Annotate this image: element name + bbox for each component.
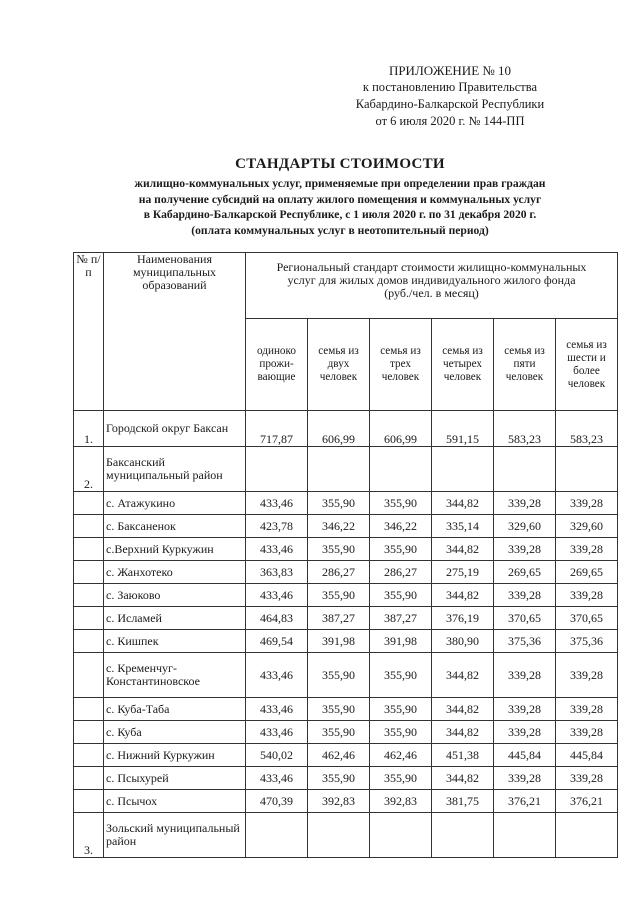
municipality-name: с. Куба-Таба — [104, 698, 246, 721]
row-number — [74, 561, 104, 584]
standards-table — [73, 252, 618, 858]
cost-value: 375,36 — [494, 630, 556, 653]
table-row — [74, 767, 618, 790]
cost-value: 339,28 — [494, 767, 556, 790]
cost-value: 344,82 — [432, 653, 494, 698]
cost-value: 344,82 — [432, 538, 494, 561]
cost-value: 339,28 — [494, 698, 556, 721]
cost-value: 355,90 — [308, 492, 370, 515]
cost-value — [370, 447, 432, 492]
row-number — [74, 584, 104, 607]
municipality-name: Городской округ Баксан — [104, 411, 246, 447]
cost-value: 433,46 — [246, 698, 308, 721]
table-row — [74, 447, 618, 492]
table-row — [74, 584, 618, 607]
cost-value: 387,27 — [308, 607, 370, 630]
municipality-name: с. Исламей — [104, 607, 246, 630]
cost-value: 329,60 — [494, 515, 556, 538]
municipality-name: с. Атажукино — [104, 492, 246, 515]
cost-value — [432, 447, 494, 492]
cost-value — [494, 447, 556, 492]
document-title: СТАНДАРТЫ СТОИМОСТИ — [235, 156, 445, 172]
cost-value: 376,19 — [432, 607, 494, 630]
cost-value: 370,65 — [494, 607, 556, 630]
cost-value: 339,28 — [494, 584, 556, 607]
col-header-group: Региональный стандарт стоимости жилищно-коммунальных услуг для жилых домов индивидуального жилого фонда (руб./чел. в месяц) — [246, 253, 618, 319]
cost-value: 344,82 — [432, 767, 494, 790]
cost-value: 344,82 — [432, 721, 494, 744]
table-row — [74, 630, 618, 653]
row-number — [74, 630, 104, 653]
col-header-three: семья из трех человек — [370, 319, 432, 411]
subtitle-line-3: в Кабардино-Балкарской Республике, с 1 июля 2020 г. по 31 декабря 2020 г. — [143, 208, 537, 221]
table-row — [74, 653, 618, 698]
row-number — [74, 607, 104, 630]
cost-value: 339,28 — [556, 538, 618, 561]
cost-value — [246, 813, 308, 858]
cost-value: 346,22 — [308, 515, 370, 538]
municipality-name: с. Псыхурей — [104, 767, 246, 790]
row-number — [74, 515, 104, 538]
cost-value: 275,19 — [432, 561, 494, 584]
cost-value: 339,28 — [556, 584, 618, 607]
cost-value: 376,21 — [494, 790, 556, 813]
row-number — [74, 721, 104, 744]
table-row — [74, 698, 618, 721]
cost-value — [494, 813, 556, 858]
cost-value: 375,36 — [556, 630, 618, 653]
cost-value: 583,23 — [556, 411, 618, 447]
cost-value: 339,28 — [494, 492, 556, 515]
cost-value: 344,82 — [432, 698, 494, 721]
cost-value: 335,14 — [432, 515, 494, 538]
cost-value: 433,46 — [246, 721, 308, 744]
document-subtitle — [40, 176, 640, 238]
cost-value: 469,54 — [246, 630, 308, 653]
cost-value — [556, 447, 618, 492]
cost-value: 355,90 — [308, 767, 370, 790]
col-header-five: семья из пяти человек — [494, 319, 556, 411]
cost-value: 451,38 — [432, 744, 494, 767]
appendix-title: ПРИЛОЖЕНИЕ № 10 — [388, 63, 512, 78]
cost-value: 392,83 — [370, 790, 432, 813]
cost-value: 339,28 — [494, 653, 556, 698]
cost-value: 355,90 — [370, 538, 432, 561]
table-row — [74, 561, 618, 584]
cost-value: 717,87 — [246, 411, 308, 447]
row-number — [74, 744, 104, 767]
cost-value: 355,90 — [308, 584, 370, 607]
row-number — [74, 698, 104, 721]
cost-value: 433,46 — [246, 653, 308, 698]
table-row — [74, 607, 618, 630]
cost-value — [432, 813, 494, 858]
cost-value: 445,84 — [494, 744, 556, 767]
row-number — [74, 538, 104, 561]
cost-value: 376,21 — [556, 790, 618, 813]
table-row — [74, 744, 618, 767]
cost-value: 355,90 — [308, 721, 370, 744]
cost-value: 470,39 — [246, 790, 308, 813]
cost-value: 464,83 — [246, 607, 308, 630]
cost-value: 391,98 — [308, 630, 370, 653]
table-row — [74, 411, 618, 447]
table-row — [74, 721, 618, 744]
municipality-name: Зольский муниципальный район — [104, 813, 246, 858]
cost-value: 286,27 — [308, 561, 370, 584]
cost-value — [370, 813, 432, 858]
appendix-block — [300, 62, 600, 130]
municipality-name: с. Кишпек — [104, 630, 246, 653]
appendix-line-2: Кабардино-Балкарской Республики — [355, 97, 545, 111]
cost-value: 339,28 — [556, 721, 618, 744]
cost-value: 329,60 — [556, 515, 618, 538]
col-header-name: Наименования муниципальных образований — [104, 253, 246, 411]
cost-value: 370,65 — [556, 607, 618, 630]
cost-value: 355,90 — [308, 538, 370, 561]
table-row — [74, 538, 618, 561]
cost-value: 462,46 — [370, 744, 432, 767]
cost-value: 346,22 — [370, 515, 432, 538]
row-number — [74, 767, 104, 790]
cost-value: 433,46 — [246, 538, 308, 561]
row-number: 3. — [74, 813, 104, 858]
cost-value — [556, 813, 618, 858]
cost-value: 355,90 — [370, 721, 432, 744]
cost-value: 286,27 — [370, 561, 432, 584]
cost-value — [308, 813, 370, 858]
municipality-name: с. Заюково — [104, 584, 246, 607]
col-header-two: семья из двух человек — [308, 319, 370, 411]
table-row — [74, 790, 618, 813]
row-number: 1. — [74, 411, 104, 447]
cost-value — [308, 447, 370, 492]
table-row — [74, 813, 618, 858]
cost-value: 433,46 — [246, 767, 308, 790]
cost-value: 606,99 — [308, 411, 370, 447]
municipality-name: с. Псычох — [104, 790, 246, 813]
cost-value: 387,27 — [370, 607, 432, 630]
cost-value: 363,83 — [246, 561, 308, 584]
cost-value: 355,90 — [370, 653, 432, 698]
cost-value: 339,28 — [556, 653, 618, 698]
cost-value: 433,46 — [246, 492, 308, 515]
subtitle-line-4: (оплата коммунальных услуг в неотопительный период) — [191, 223, 489, 237]
cost-value: 591,15 — [432, 411, 494, 447]
appendix-line-3: от 6 июля 2020 г. № 144-ПП — [375, 114, 525, 128]
municipality-name: с. Нижний Куркужин — [104, 744, 246, 767]
cost-value: 606,99 — [370, 411, 432, 447]
cost-value — [246, 447, 308, 492]
cost-value: 355,90 — [370, 698, 432, 721]
cost-value: 269,65 — [556, 561, 618, 584]
subtitle-line-2: на получение субсидий на оплату жилого помещения и коммунальных услуг — [138, 192, 542, 206]
cost-value: 462,46 — [308, 744, 370, 767]
cost-value: 339,28 — [494, 538, 556, 561]
cost-value: 355,90 — [370, 767, 432, 790]
municipality-name: с. Жанхотеко — [104, 561, 246, 584]
cost-value: 339,28 — [556, 698, 618, 721]
col-header-six: семья из шести и более человек — [556, 319, 618, 411]
col-header-num: № п/п — [74, 253, 104, 411]
cost-value: 380,90 — [432, 630, 494, 653]
cost-value: 355,90 — [308, 698, 370, 721]
cost-value: 423,78 — [246, 515, 308, 538]
cost-value: 269,65 — [494, 561, 556, 584]
col-header-single: одиноко прожи-вающие — [246, 319, 308, 411]
cost-value: 391,98 — [370, 630, 432, 653]
cost-value: 344,82 — [432, 492, 494, 515]
cost-value: 355,90 — [370, 584, 432, 607]
municipality-name: с. Куба — [104, 721, 246, 744]
cost-value: 392,83 — [308, 790, 370, 813]
table-row — [74, 515, 618, 538]
appendix-line-1: к постановлению Правительства — [362, 80, 538, 94]
municipality-name: с.Верхний Куркужин — [104, 538, 246, 561]
row-number: 2. — [74, 447, 104, 492]
row-number — [74, 790, 104, 813]
col-header-four: семья из четырех человек — [432, 319, 494, 411]
municipality-name: с. Кременчуг-Константиновское — [104, 653, 246, 698]
cost-value: 540,02 — [246, 744, 308, 767]
cost-value: 445,84 — [556, 744, 618, 767]
subtitle-line-1: жилищно-коммунальных услуг, применяемые при определении прав граждан — [134, 177, 546, 190]
row-number — [74, 492, 104, 515]
municipality-name: с. Баксаненок — [104, 515, 246, 538]
row-number — [74, 653, 104, 698]
municipality-name: Баксанский муниципальный район — [104, 447, 246, 492]
cost-value: 339,28 — [494, 721, 556, 744]
cost-value: 355,90 — [308, 653, 370, 698]
cost-value: 355,90 — [370, 492, 432, 515]
cost-value: 339,28 — [556, 767, 618, 790]
cost-value: 381,75 — [432, 790, 494, 813]
cost-value: 344,82 — [432, 584, 494, 607]
table-row — [74, 492, 618, 515]
cost-value: 339,28 — [556, 492, 618, 515]
cost-value: 583,23 — [494, 411, 556, 447]
cost-value: 433,46 — [246, 584, 308, 607]
